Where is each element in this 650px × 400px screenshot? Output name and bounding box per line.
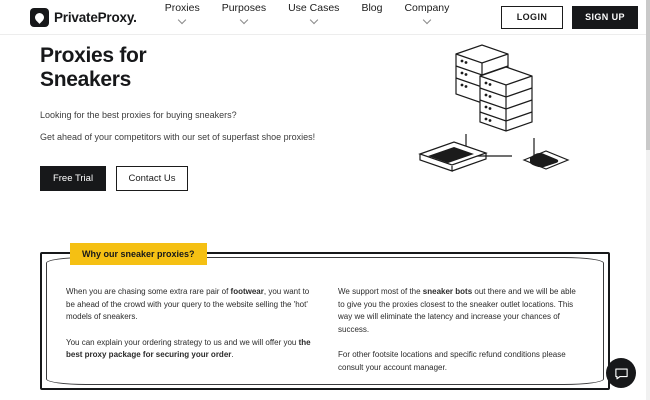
site-header xyxy=(0,0,650,34)
left-paragraph-2: You can explain your ordering strategy to us and we will offer you the best proxy package for securing your order. xyxy=(66,337,311,359)
hand-drawn-frame xyxy=(40,249,610,390)
nav-item-use-cases[interactable] xyxy=(288,2,339,32)
brand-logo[interactable] xyxy=(30,8,137,27)
nav-label: Blog xyxy=(361,2,383,14)
free-trial-button[interactable]: Free Trial xyxy=(40,166,106,191)
chevron-down-icon xyxy=(240,16,248,24)
nav-label: Company xyxy=(404,2,450,14)
right-column xyxy=(338,286,584,374)
nav-item-blog[interactable] xyxy=(361,2,382,14)
nav-item-company[interactable] xyxy=(404,2,449,32)
chevron-down-icon xyxy=(310,16,318,24)
chevron-down-icon xyxy=(423,16,431,24)
page-title-line2: Sneakers xyxy=(40,68,132,91)
contact-us-button[interactable]: Contact Us xyxy=(116,166,188,191)
hero-paragraph-2: Get ahead of your competitors with our set of superfast shoe proxies! xyxy=(40,132,316,142)
signup-button[interactable]: SIGN UP xyxy=(572,6,638,29)
chat-bubble-icon xyxy=(614,366,629,381)
right-paragraph-1: We support most of the sneaker bots out there and we will be able to give you the proxies closest to the sneaker outlet locations. This way we will eliminate the latency and increase your chances of success. xyxy=(338,287,576,334)
main-navigation xyxy=(165,2,450,32)
why-section xyxy=(0,249,650,390)
right-paragraph-2: For other footsite locations and specific refund conditions please consult your account manager. xyxy=(338,350,566,372)
header-actions xyxy=(501,6,638,29)
chevron-down-icon xyxy=(178,16,186,24)
nav-item-purposes[interactable] xyxy=(222,2,266,32)
nav-item-proxies[interactable] xyxy=(165,2,200,32)
page-title-line1: Proxies for xyxy=(40,44,147,67)
section-badge: Why our sneaker proxies? xyxy=(70,243,207,265)
left-paragraph-1: When you are chasing some extra rare pair of footwear, you want to be ahead of the crowd with your query to the website selling the 'hot' models of sneakers. xyxy=(66,287,310,321)
scrollbar-track[interactable] xyxy=(646,0,650,400)
section-columns xyxy=(66,286,584,374)
chat-bubble-button[interactable] xyxy=(606,358,636,388)
nav-label: Purposes xyxy=(221,2,267,14)
nav-label: Proxies xyxy=(164,2,200,14)
hero-section xyxy=(0,34,650,224)
nav-label: Use Cases xyxy=(288,2,340,14)
login-button[interactable]: LOGIN xyxy=(501,6,563,29)
page-title xyxy=(40,44,260,92)
brand-name: PrivateProxy. xyxy=(54,9,137,25)
server-laptop-illustration xyxy=(406,42,626,202)
droplet-logo-icon xyxy=(30,8,49,27)
left-column xyxy=(66,286,312,374)
hero-paragraph-1: Looking for the best proxies for buying sneakers? xyxy=(40,110,237,120)
scrollbar-thumb[interactable] xyxy=(646,0,650,150)
